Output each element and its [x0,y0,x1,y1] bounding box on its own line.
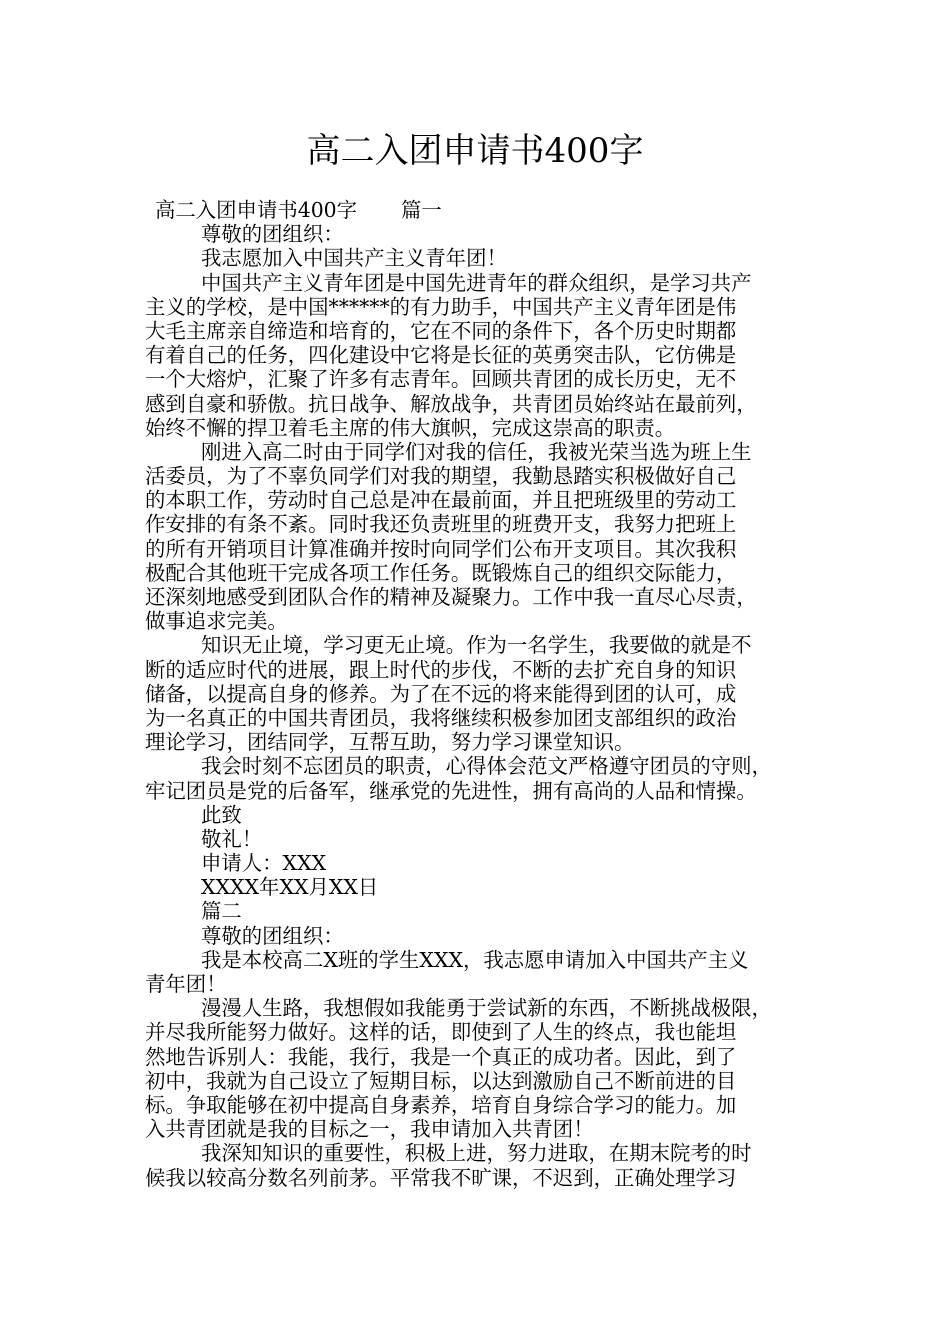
text-line: 做事追求完美。 [145,609,288,634]
text-line: 有着自己的任务，四化建设中它将是长征的英勇突击队，它仿佛是 [145,343,737,368]
text-line: 敬礼！ [201,826,263,851]
text-line: XXXX年XX月XX日 [201,875,379,900]
text-line: 尊敬的团组织： [201,923,344,948]
text-line: 一个大熔炉，汇聚了许多有志青年。回顾共青团的成长历史，无不 [145,367,737,392]
text-line: 储备，以提高自身的修养。为了在不远的将来能得到团的认可，成 [145,681,737,706]
section-heading [145,198,810,222]
document-title: 高二入团申请书400字 [306,131,644,171]
text-line: 中国共产主义青年团是中国先进青年的群众组织，是学习共产 [201,270,752,295]
text-line: 的本职工作，劳动时自己总是冲在最前面，并且把班级里的劳动工 [145,488,737,513]
text-line: 候我以较高分数名列前茅。平常我不旷课，不迟到，正确处理学习 [145,1165,737,1190]
section-heading-title: 高二入团申请书400字 [155,198,358,222]
text-line: 主义的学校，是中国******的有力助手，中国共产主义青年团是伟 [145,294,737,319]
text-line: 感到自豪和骄傲。抗日战争、解放战争，共青团员始终站在最前列， [145,391,757,416]
text-line: 作安排的有条不紊。同时我还负责班里的班费开支，我努力把班上 [145,512,737,537]
text-line: 我深知知识的重要性，积极上进，努力进取，在期末院考的时 [201,1141,752,1166]
document-body [145,198,810,1190]
text-line: 知识无止境，学习更无止境。作为一名学生，我要做的就是不 [201,633,752,658]
text-lines [145,222,810,1190]
text-line: 青年团！ [145,972,227,996]
text-line: 为一名真正的中国共青团员，我将继续积极参加团支部组织的政治 [145,705,737,730]
text-line: 申请人：XXX [201,851,327,876]
text-line: 极配合其他班干完成各项工作任务。既锻炼自己的组织交际能力， [145,560,737,585]
text-line: 尊敬的团组织： [201,222,344,247]
text-line: 刚进入高二时由于同学们对我的信任，我被光荣当选为班上生 [201,439,752,464]
text-line: 的所有开销项目计算准确并按时向同学们公布开支项目。其次我积 [145,536,737,561]
text-line: 始终不懈的捍卫着毛主席的伟大旗帜，完成这崇高的职责。 [145,415,676,440]
text-line: 断的适应时代的进展，跟上时代的步伐，不断的去扩充自身的知识 [145,657,737,682]
text-line: 大毛主席亲自缔造和培育的，它在不同的条件下，各个历史时期都 [145,318,737,343]
text-line: 然地告诉别人：我能，我行，我是一个真正的成功者。因此，到了 [145,1044,737,1069]
text-line: 我会时刻不忘团员的职责，心得体会范文严格遵守团员的守则， [201,754,772,779]
text-line: 入共青团就是我的目标之一，我申请加入共青团！ [145,1117,594,1142]
text-line: 我是本校高二X班的学生XXX，我志愿申请加入中国共产主义 [201,947,749,972]
text-line: 标。争取能够在初中提高自身素养，培育自身综合学习的能力。加 [145,1092,737,1117]
section-heading-label: 篇一 [401,198,442,222]
text-line: 漫漫人生路，我想假如我能勇于尝试新的东西，不断挑战极限， [201,996,772,1021]
text-line: 此致 [201,802,242,827]
text-line: 牢记团员是党的后备军，继承党的先进性，拥有高尚的人品和情操。 [145,778,757,803]
text-line: 初中，我就为自己设立了短期目标，以达到激励自己不断前进的目 [145,1068,737,1093]
text-line: 活委员，为了不辜负同学们对我的期望，我勤恳踏实积极做好自己 [145,464,737,489]
text-line: 篇二 [201,899,242,924]
text-line: 我志愿加入中国共产主义青年团！ [201,246,507,271]
text-line: 并尽我所能努力做好。这样的话，即使到了人生的终点，我也能坦 [145,1020,737,1045]
text-line: 理论学习，团结同学，互帮互助，努力学习课堂知识。 [145,730,635,755]
text-line: 还深刻地感受到团队合作的精神及凝聚力。工作中我一直尽心尽责， [145,585,757,609]
